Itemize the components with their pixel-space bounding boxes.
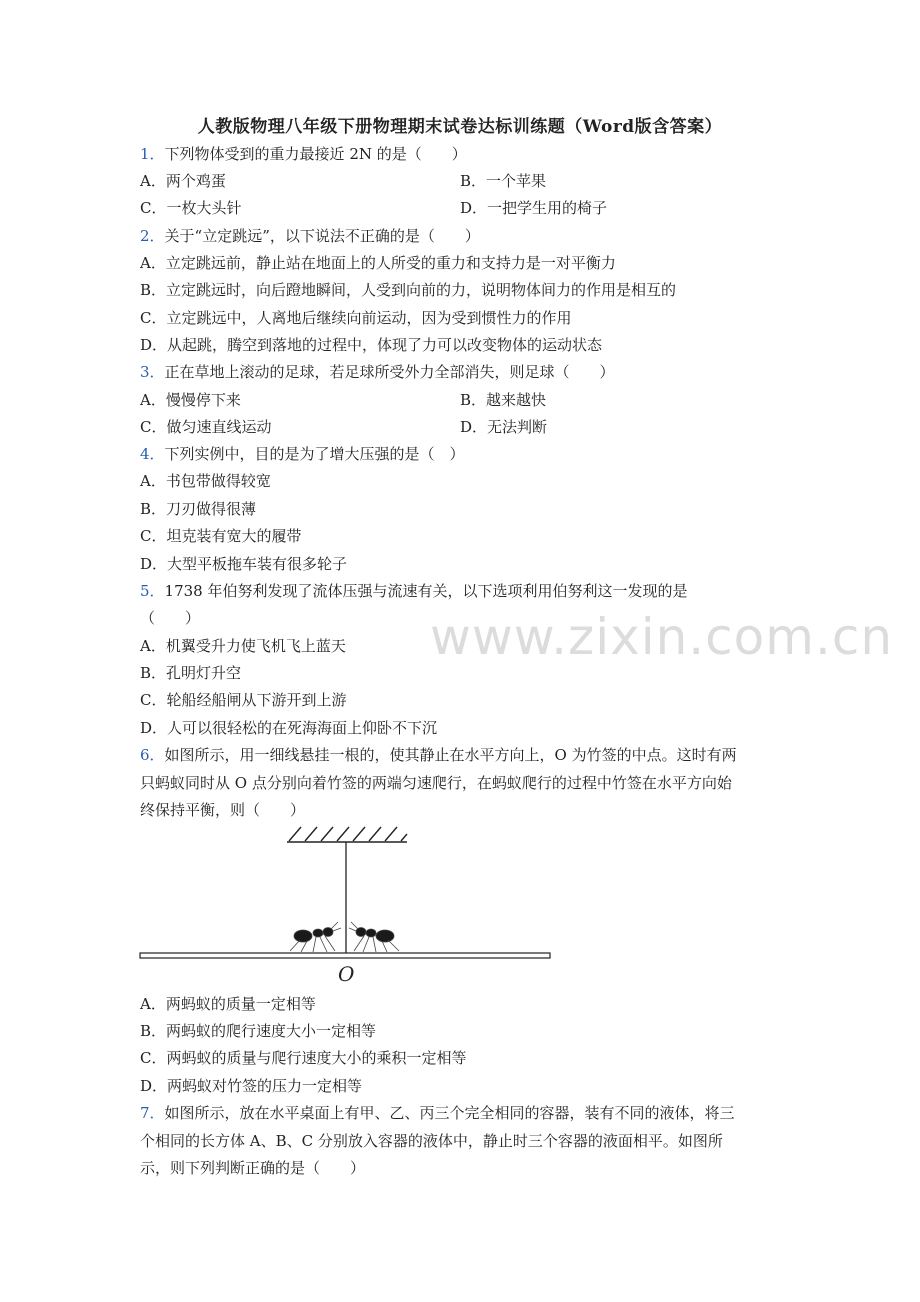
question-stem: 下列实例中，目的是为了增大压强的是（ ） xyxy=(164,445,465,463)
option-b: B．一个苹果 xyxy=(460,172,547,190)
question-1 xyxy=(140,144,467,164)
question-number: 3． xyxy=(140,363,165,381)
option-c: C．轮船经船闸从下游开到上游 xyxy=(140,691,347,709)
option-a: A．两个鸡蛋 xyxy=(140,172,226,190)
ant-left-icon xyxy=(290,922,341,952)
option-c: C．做匀速直线运动 xyxy=(140,418,272,436)
option-d: D．从起跳，腾空到落地的过程中，体现了力可以改变物体的运动状态 xyxy=(140,336,603,354)
question-stem: 正在草地上滚动的足球，若足球所受外力全部消失，则足球（ ） xyxy=(164,363,615,381)
option-d: D．一把学生用的椅子 xyxy=(460,199,608,217)
option-d: D．人可以很轻松的在死海海面上仰卧不下沉 xyxy=(140,719,438,737)
question-stem: 关于“立定跳远”，以下说法不正确的是（ ） xyxy=(164,227,480,245)
option-b: B．越来越快 xyxy=(460,391,547,409)
question-number: 1． xyxy=(140,145,165,163)
question-4 xyxy=(140,444,465,464)
option-d: D．无法判断 xyxy=(460,418,548,436)
question-stem: 如图所示，用一细线悬挂一根的，使其静止在水平方向上，O 为竹签的中点。这时有两 xyxy=(164,746,737,764)
question-number: 7． xyxy=(140,1104,165,1122)
option-c: C．两蚂蚁的质量与爬行速度大小的乘积一定相等 xyxy=(140,1049,467,1067)
option-a: A．立定跳远前，静止站在地面上的人所受的重力和支持力是一对平衡力 xyxy=(140,254,616,272)
option-d: D．两蚂蚁对竹签的压力一定相等 xyxy=(140,1077,363,1095)
option-c: C．立定跳远中，人离地后继续向前运动，因为受到惯性力的作用 xyxy=(140,309,572,327)
question-stem-continued: 示，则下列判断正确的是（ ） xyxy=(140,1159,366,1177)
question-number: 2． xyxy=(140,227,165,245)
question-stem: 如图所示，放在水平桌面上有甲、乙、丙三个完全相同的容器，装有不同的液体，将三 xyxy=(164,1104,735,1122)
question-3 xyxy=(140,362,615,382)
option-b: B．孔明灯升空 xyxy=(140,664,242,682)
option-b: B．刀刃做得很薄 xyxy=(140,500,257,518)
ant-right-icon xyxy=(349,922,399,952)
option-d: D．大型平板拖车装有很多轮子 xyxy=(140,555,348,573)
question-stem-continued: （ ） xyxy=(140,609,201,627)
question-6 xyxy=(140,745,737,765)
question-stem: 下列物体受到的重力最接近 2N 的是（ ） xyxy=(164,145,467,163)
question-number: 4． xyxy=(140,445,165,463)
question-5 xyxy=(140,581,688,601)
page-title: 人教版物理八年级下册物理期末试卷达标训练题（Word版含答案） xyxy=(197,117,723,137)
ceiling-hatch xyxy=(289,827,407,841)
question-stem-continued: 只蚂蚁同时从 O 点分别向着竹签的两端匀速爬行，在蚂蚁爬行的过程中竹签在水平方向始 xyxy=(140,774,732,792)
option-a: A．机翼受升力使飞机飞上蓝天 xyxy=(140,637,346,655)
option-c: C．一枚大头针 xyxy=(140,199,242,217)
watermark: www.zixin.com.cn xyxy=(430,608,894,666)
option-a: A．书包带做得较宽 xyxy=(140,472,271,490)
question-stem: 1738 年伯努利发现了流体压强与流速有关，以下选项利用伯努利这一发现的是 xyxy=(164,582,688,600)
option-a: A．两蚂蚁的质量一定相等 xyxy=(140,995,316,1013)
option-a: A．慢慢停下来 xyxy=(140,391,241,409)
question-2 xyxy=(140,226,480,246)
question-stem-continued: 终保持平衡，则（ ） xyxy=(140,801,306,819)
option-b: B．两蚂蚁的爬行速度大小一定相等 xyxy=(140,1022,377,1040)
question-stem-continued: 个相同的长方体 A、B、C 分别放入容器的液体中，静止时三个容器的液面相平。如图所 xyxy=(140,1132,723,1150)
midpoint-label: O xyxy=(338,962,355,985)
ant-balance-figure xyxy=(135,820,555,985)
question-7 xyxy=(140,1103,735,1123)
option-c: C．坦克装有宽大的履带 xyxy=(140,527,302,545)
bamboo-stick xyxy=(140,953,550,958)
question-number: 6． xyxy=(140,746,165,764)
option-b: B．立定跳远时，向后蹬地瞬间，人受到向前的力，说明物体间力的作用是相互的 xyxy=(140,281,677,299)
question-number: 5． xyxy=(140,582,165,600)
